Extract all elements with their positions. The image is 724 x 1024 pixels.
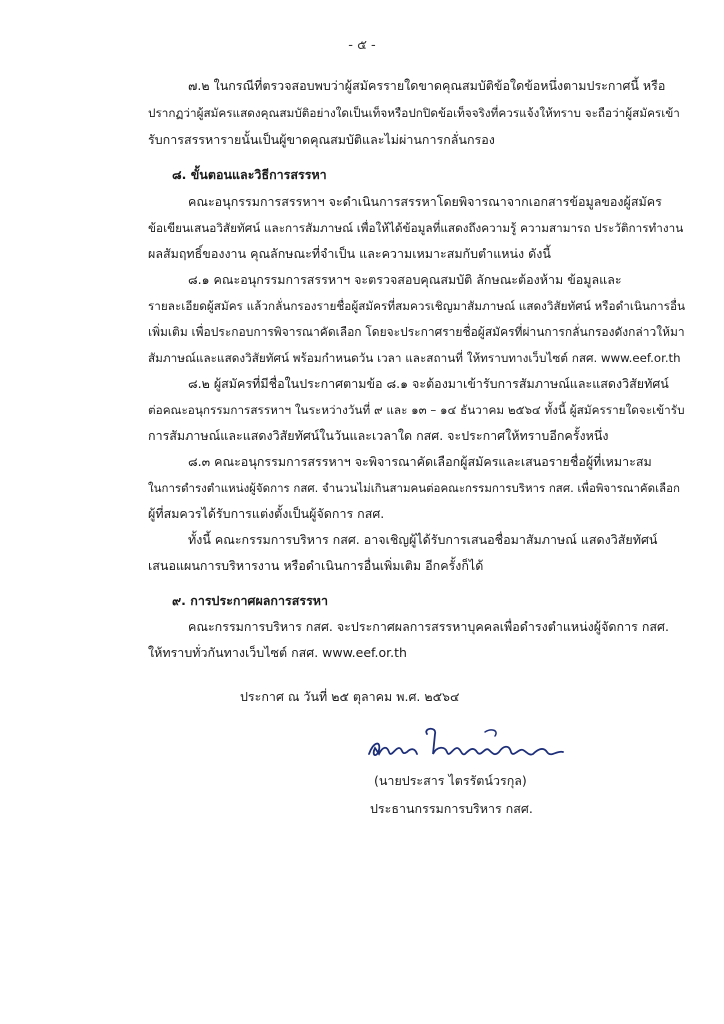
sec8-note-line-1: ทั้งนี้ คณะกรรมการบริหาร กสศ. อาจเชิญผู้ได้รับการเสนอชื่อมาสัมภาษณ์ แสดงวิสัยทัศน์ [188,532,658,547]
sec8-1-line-3: เพิ่มเติม เพื่อประกอบการพิจารณาคัดเลือก โดยจะประกาศรายชื่อผู้สมัครที่ผ่านการกลั่นกรองดังกล่าวให้มา [148,325,685,339]
sec8-note-line-2: เสนอแผนการบริหารงาน หรือดำเนินการอื่นเพิ่มเติม อีกครั้งก็ได้ [148,558,484,573]
sec8-3-line-1: ๘.๓ คณะอนุกรรมการสรรหาฯ จะพิจารณาคัดเลือกผู้สมัครและเสนอรายชื่อผู้ที่เหมาะสม [188,454,652,469]
signatory-name: (นายประสาร ไตรรัตน์วรกุล) [374,773,527,788]
sec7-2-line-1: ๗.๒ ในกรณีที่ตรวจสอบพบว่าผู้สมัครรายใดขาดคุณสมบัติข้อใดข้อหนึ่งตามประกาศนี้ หรือ [188,78,666,93]
page-number: - ๕ - [348,38,376,53]
sec9-line-1: คณะกรรมการบริหาร กสศ. จะประกาศผลการสรรหาบุคคลเพื่อดำรงตำแหน่งผู้จัดการ กสศ. [188,619,669,634]
signatory-title: ประธานกรรมการบริหาร กสศ. [370,801,533,816]
sec9-heading: ๙. การประกาศผลการสรรหา [172,593,329,608]
sec8-intro-line-1: คณะอนุกรรมการสรรหาฯ จะดำเนินการสรรหาโดยพิจารณาจากเอกสารข้อมูลของผู้สมัคร [188,194,662,209]
sec8-intro-line-3: ผลสัมฤทธิ์ของงาน คุณลักษณะที่จำเป็น และความเหมาะสมกับตำแหน่ง ดังนี้ [148,246,551,261]
sec8-intro-line-2: ข้อเขียนเสนอวิสัยทัศน์ และการสัมภาษณ์ เพื่อให้ได้ข้อมูลที่แสดงถึงความรู้ ความสามารถ ประวัติการทำงาน [148,221,684,235]
sec8-1-line-1: ๘.๑ คณะอนุกรรมการสรรหาฯ จะตรวจสอบคุณสมบัติ ลักษณะต้องห้าม ข้อมูลและ [188,272,622,287]
sec8-2-line-3: การสัมภาษณ์และแสดงวิสัยทัศน์ในวันและเวลาใด กสศ. จะประกาศให้ทราบอีกครั้งหนึ่ง [148,428,609,443]
sec9-line-2: ให้ทราบทั่วกันทางเว็บไซต์ กสศ. www.eef.or.th [148,645,407,660]
announcement-date: ประกาศ ณ วันที่ ๒๕ ตุลาคม พ.ศ. ๒๕๖๔ [240,689,460,704]
sec7-2-line-2: ปรากฏว่าผู้สมัครแสดงคุณสมบัติอย่างใดเป็นเท็จหรือปกปิดข้อเท็จจริงที่ควรแจ้งให้ทราบ จะถือว่าผู้สมัครเข้า [148,106,680,120]
sec8-3-line-3: ผู้ที่สมควรได้รับการแต่งตั้งเป็นผู้จัดการ กสศ. [148,506,385,521]
sec8-1-line-4: สัมภาษณ์และแสดงวิสัยทัศน์ พร้อมกำหนดวัน เวลา และสถานที่ ให้ทราบทางเว็บไซต์ กสศ. www.eef.or.th [148,351,681,365]
sec8-3-line-2: ในการดำรงตำแหน่งผู้จัดการ กสศ. จำนวนไม่เกินสามคนต่อคณะกรรมการบริหาร กสศ. เพื่อพิจารณาคัดเลือก [148,481,680,495]
sec8-heading: ๘. ขั้นตอนและวิธีการสรรหา [172,167,327,182]
sec8-2-line-2: ต่อคณะอนุกรรมการสรรหาฯ ในระหว่างวันที่ ๙ และ ๑๓ – ๑๔ ธันวาคม ๒๕๖๔ ทั้งนี้ ผู้สมัครรายใดจะเข้ารับ [148,403,685,417]
sec7-2-line-3: รับการสรรหารายนั้นเป็นผู้ขาดคุณสมบัติและไม่ผ่านการกลั่นกรอง [148,132,495,147]
sec8-2-line-1: ๘.๒ ผู้สมัครที่มีชื่อในประกาศตามข้อ ๘.๑ จะต้องมาเข้ารับการสัมภาษณ์และแสดงวิสัยทัศน์ [188,376,669,391]
sec8-1-line-2: รายละเอียดผู้สมัคร แล้วกลั่นกรองรายชื่อผู้สมัครที่สมควรเชิญมาสัมภาษณ์ แสดงวิสัยทัศน์ หรือดำเนินการอื่น [148,299,686,313]
handwritten-signature [365,724,575,766]
